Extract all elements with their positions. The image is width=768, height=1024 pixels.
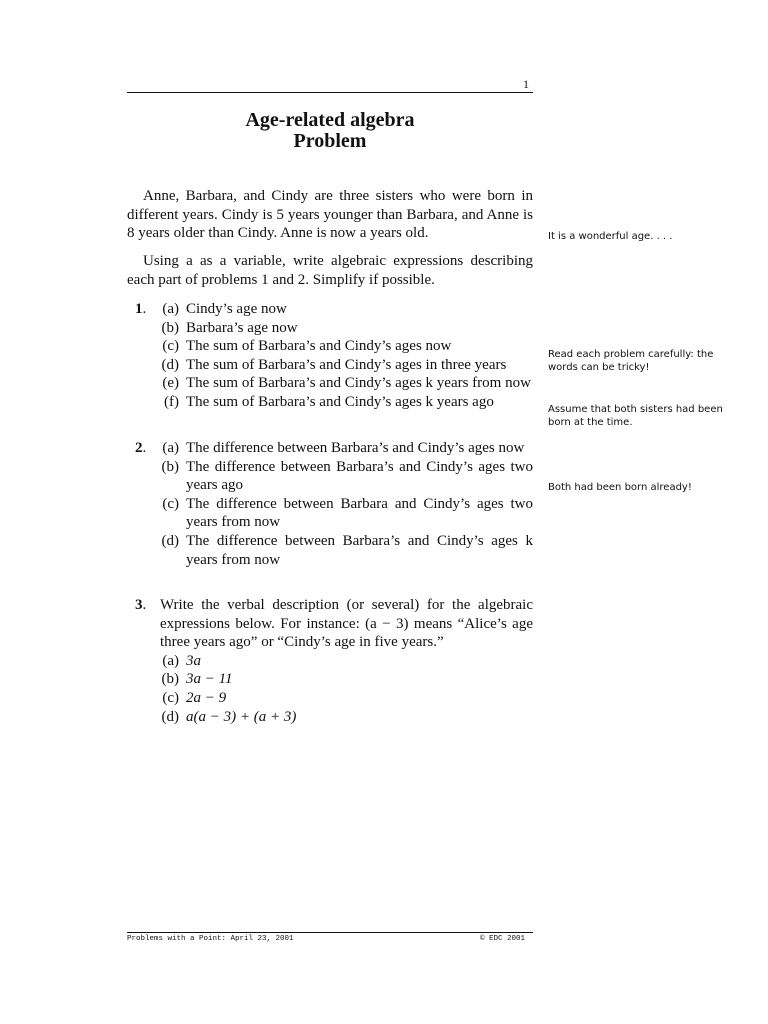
problem-number: 2. [135,440,147,456]
list-item [127,393,533,412]
item-text: Barbara’s age now [186,319,298,336]
intro-paragraph-1-block [127,187,533,243]
item-text: 3a − 11 [186,671,233,688]
footer-rule [127,932,533,933]
list-item [127,300,533,319]
intro-paragraph-2-block [127,252,533,289]
item-text: The sum of Barbara’s and Cindy’s ages in three years [186,356,507,373]
margin-note-born-already: Both had been born already! [548,482,692,493]
title-line-1: Age-related algebra [245,109,415,131]
item-label: (c) [162,495,179,512]
intro-paragraph-1: Anne, Barbara, and Cindy are three sisters who were born in different years. Cindy is 5 years younger than Barbara, and Anne is 8 years older than Cindy. Anne is now a years old. [127,188,533,241]
list-item [127,532,533,569]
item-label: (a) [162,440,179,456]
item-text: a(a − 3) + (a + 3) [186,708,297,725]
problem-1 [127,300,533,412]
footer-source: Problems with a Point: April 23, 2001 [127,935,294,943]
list-item [127,319,533,338]
page-number: 1 [523,77,529,91]
footer-copyright: © EDC 2001 [480,935,526,943]
item-label: (e) [162,375,179,392]
problem-number: 1. [135,301,147,317]
item-text: 2a − 9 [186,689,227,706]
list-item [127,374,533,393]
item-label: (c) [162,689,179,706]
problem-number: 3. [135,597,147,613]
list-item [127,495,533,532]
list-item [127,458,533,495]
item-text: The difference between Barbara’s and Cindy’s ages k years from now [186,532,533,568]
item-text: The sum of Barbara’s and Cindy’s ages k years ago [186,393,494,410]
item-text: Cindy’s age now [186,301,287,317]
item-text: The difference between Barbara’s and Cindy’s ages two years ago [186,458,533,494]
list-item [127,337,533,356]
item-label: (d) [161,708,179,725]
margin-note-wonderful-age: It is a wonderful age. . . . [548,231,673,242]
problem-2 [127,439,533,569]
list-item [127,439,533,458]
item-text: The sum of Barbara’s and Cindy’s ages k years from now [186,375,531,392]
list-item [127,356,533,375]
item-label: (a) [162,652,179,669]
title-line-2: Problem [293,130,367,152]
item-text: The sum of Barbara’s and Cindy’s ages now [186,338,452,355]
item-label: (f) [164,393,179,410]
item-label: (b) [161,319,179,336]
page-title [127,110,533,152]
list-item [127,652,533,671]
problem-3 [127,596,533,726]
list-item [127,708,533,727]
list-item [127,670,533,689]
item-label: (c) [162,338,179,355]
margin-note-assume-born: Assume that both sisters had been born at the time. [548,404,723,428]
list-item [127,689,533,708]
item-label: (b) [161,458,179,475]
item-text: The difference between Barbara and Cindy’s ages two years from now [186,495,533,531]
item-label: (a) [162,301,179,317]
problem-3-text: Write the verbal description (or several) for the algebraic expressions below. For instance: (a − 3) means “Alice’s age three years ago” or “Cindy’s age in five years.” [160,597,533,651]
item-label: (d) [161,356,179,373]
margin-note-read-carefully: Read each problem carefully: the words can be tricky! [548,349,714,373]
item-label: (d) [161,532,179,549]
problem-3-statement [127,596,533,652]
header-rule [127,92,533,93]
item-text: The difference between Barbara’s and Cindy’s ages now [186,440,525,456]
item-label: (b) [161,671,179,688]
item-text: 3a [186,652,201,669]
intro-paragraph-2: Using a as a variable, write algebraic expressions describing each part of problems 1 and 2. Simplify if possible. [127,253,533,288]
